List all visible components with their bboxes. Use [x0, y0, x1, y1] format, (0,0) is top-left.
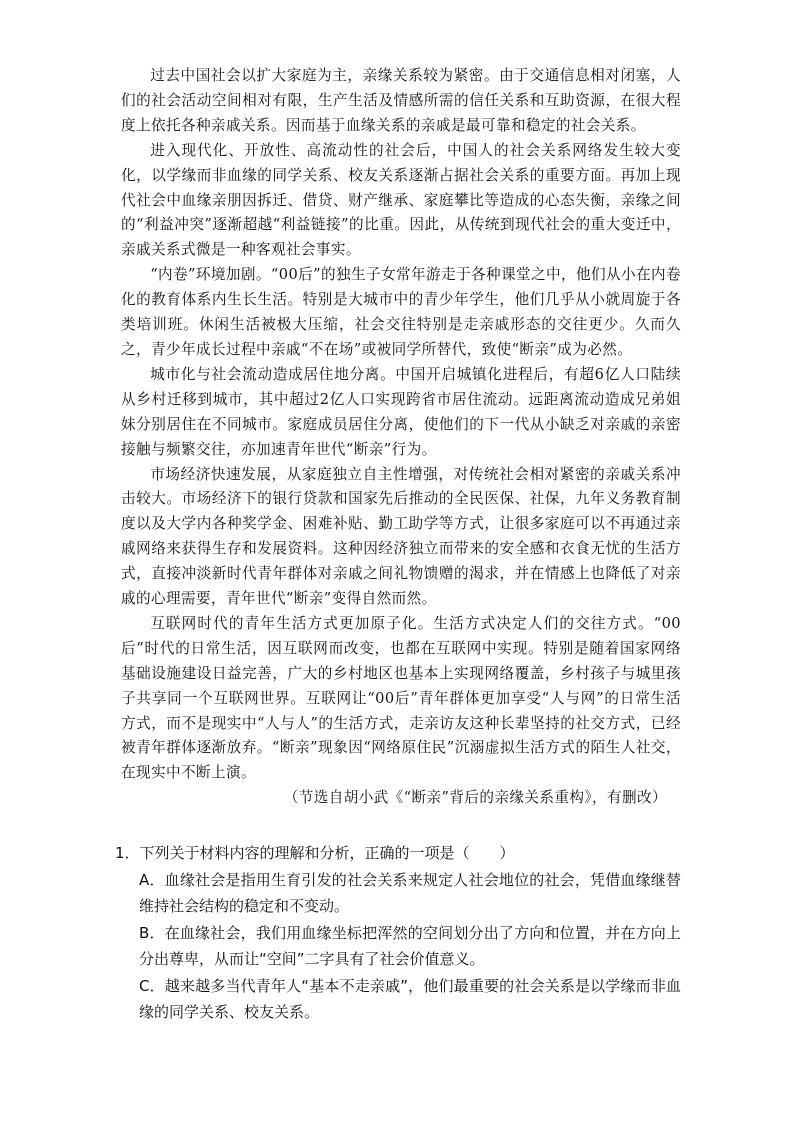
option-a: A．血缘社会是指用生育引发的社会关系来规定人社会地位的社会，凭借血缘继替维持社会结构的稳定和不变动。: [139, 870, 681, 915]
passage-paragraph-5: 市场经济快速发展，从家庭独立自主性增强，对传统社会相对紧密的亲戚关系冲击较大。市场经济下的银行贷款和国家先后推动的全民医保、社保，九年义务教育制度以及大学内各种奖学金、困难补贴、勤工助学等方式，让很多家庭可以不再通过亲戚网络来获得生存和发展资料。这种因经济独立而带来的安全感和衣食无忧的生活方式，直接冲淡新时代青年群体对亲戚之间礼物馈赠的渴求，并在情感上也降低了对亲戚的心理需要，青年世代“断亲”变得自然而然。: [121, 465, 681, 608]
question-1: [115, 840, 681, 1026]
passage-paragraph-6: 互联网时代的青年生活方式更加原子化。生活方式决定人们的交往方式。“00后”时代的日常生活，因互联网而改变，也都在互联网中实现。特别是随着国家网络基础设施建设日益完善，广大的乡村地区也基本上实现网络覆盖，乡村孩子与城里孩子共享同一个互联网世界。互联网让“00后”青年群体更加享受“人与网”的日常生活方式，而不是现实中“人与人”的生活方式，走亲访友这种长辈坚持的社交方式，已经被青年群体逐渐放弃。“断亲”现象因“网络原住民”沉溺虚拟生活方式的陌生人社交，在现实中不断上演。: [121, 614, 681, 782]
passage-paragraph-2: 进入现代化、开放性、高流动性的社会后，中国人的社会关系网络发生较大变化，以学缘而非血缘的同学关系、校友关系逐渐占据社会关系的重要方面。再加上现代社会中血缘亲朋因拆迁、借贷、财产继承、家庭攀比等造成的心态失衡，亲缘之间的“利益冲突”逐渐超越“利益链接”的比重。因此，从传统到现代社会的重大变迁中，亲戚关系式微是一种客观社会事实。: [121, 141, 681, 259]
passage-paragraph-3: “内卷”环境加剧。“00后”的独生子女常年游走于各种课堂之中，他们从小在内卷化的教育体系内生长生活。特别是大城市中的青少年学生，他们几乎从小就周旋于各类培训班。休闲生活被极大压缩，社会交往特别是走亲戚形态的交往更少。久而久之，青少年成长过程中亲戚“不在场”或被同学所替代，致使“断亲”成为必然。: [121, 266, 681, 358]
reading-passage: [121, 64, 681, 811]
option-c: C．越来越多当代青年人“基本不走亲戚”，他们最重要的社会关系是以学缘而非血缘的同学关系、校友关系。: [139, 976, 681, 1021]
passage-paragraph-4: 城市化与社会流动造成居住地分离。中国开启城镇化进程后，有超6亿人口陆续从乡村迁移到城市，其中超过2亿人口实现跨省市居住流动。远距离流动造成兄弟姐妹分别居住在不同城市。家庭成员居住分离，使他们的下一代从小缺乏对亲戚的亲密接触与频繁交往，亦加速青年世代“断亲”行为。: [121, 365, 681, 458]
question-stem: 1．下列关于材料内容的理解和分析，正确的一项是（ ）: [115, 844, 515, 862]
option-b: B．在血缘社会，我们用血缘坐标把浑然的空间划分出了方向和位置，并在方向上分出尊卑，从而让“空间”二字具有了社会价值意义。: [139, 923, 681, 968]
source-citation: （节选自胡小武《“断亲”背后的亲缘关系重构》，有删改）: [283, 789, 667, 807]
passage-paragraph-1: 过去中国社会以扩大家庭为主，亲缘关系较为紧密。由于交通信息相对闭塞，人们的社会活动空间相对有限，生产生活及情感所需的信任关系和互助资源，在很大程度上依托各种亲戚关系。因而基于血缘关系的亲戚是最可靠和稳定的社会关系。: [121, 67, 681, 134]
